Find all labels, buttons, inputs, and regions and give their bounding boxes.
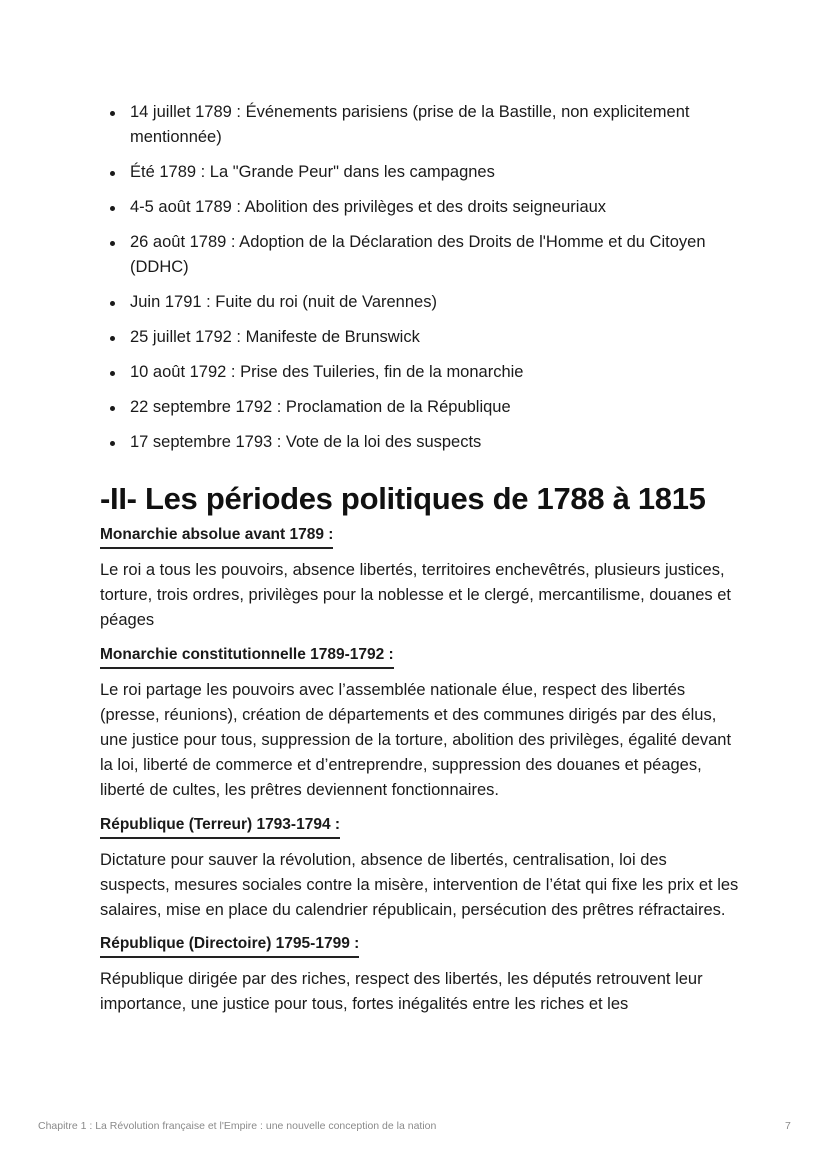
event-text: 17 septembre 1793 : Vote de la loi des suspects — [130, 433, 482, 451]
event-text: 14 juillet 1789 : Événements parisiens (prise de la Bastille, non explicitement mentionnée) — [130, 103, 690, 146]
period-heading: République (Terreur) 1793-1794 : — [100, 815, 340, 839]
period-republique-directoire — [100, 928, 740, 1017]
list-item — [100, 160, 740, 185]
list-item — [100, 100, 740, 150]
section-title: -II- Les périodes politiques de 1788 à 1815 — [100, 481, 706, 516]
footer-chapter-title: Chapitre 1 : La Révolution française et l'Empire : une nouvelle conception de la nation — [38, 1120, 437, 1132]
footer-page-number: 7 — [785, 1120, 791, 1132]
bullet-icon — [110, 371, 115, 376]
period-text: Le roi a tous les pouvoirs, absence libertés, territoires enchevêtrés, plusieurs justices, torture, trois ordres, privilèges pour la noblesse et le clergé, mercantilisme, douanes et péages — [100, 561, 731, 630]
event-text: 25 juillet 1792 : Manifeste de Brunswick — [130, 328, 420, 346]
period-monarchie-constitutionnelle — [100, 639, 740, 804]
period-heading: Monarchie constitutionnelle 1789-1792 : — [100, 645, 394, 669]
event-text: 4-5 août 1789 : Abolition des privilèges et des droits seigneuriaux — [130, 198, 607, 216]
bullet-icon — [110, 336, 115, 341]
bullet-icon — [110, 441, 115, 446]
list-item — [100, 195, 740, 220]
period-republique-terreur — [100, 809, 740, 924]
bullet-icon — [110, 301, 115, 306]
event-text: 10 août 1792 : Prise des Tuileries, fin de la monarchie — [130, 363, 524, 381]
event-text: Juin 1791 : Fuite du roi (nuit de Varennes) — [130, 293, 437, 311]
page-content — [100, 100, 740, 1023]
list-item — [100, 395, 740, 420]
bullet-icon — [110, 206, 115, 211]
event-text: Été 1789 : La "Grande Peur" dans les campagnes — [130, 163, 495, 181]
list-item — [100, 430, 740, 455]
list-item — [100, 230, 740, 280]
period-heading: République (Directoire) 1795-1799 : — [100, 934, 359, 958]
period-monarchie-absolue — [100, 519, 740, 634]
bullet-icon — [110, 241, 115, 246]
period-text: Le roi partage les pouvoirs avec l’assemblée nationale élue, respect des libertés (presse, réunions), création de départements et des communes dirigés par des élus, une justice pour tous, suppression de la torture, abolition des privilèges, égalité devant la loi, liberté de commerce et d’entreprendre, suppression des douanes et péages, liberté de cultes, les prêtres deviennent fonctionnaires. — [100, 680, 732, 800]
period-text: Dictature pour sauver la révolution, absence de libertés, centralisation, loi des suspects, mesures sociales contre la misère, intervention de l’état qui fixe les prix et les salaires, mise en place du calendrier républicain, persécution des prêtres réfractaires. — [100, 850, 739, 920]
bullet-icon — [110, 171, 115, 176]
event-text: 22 septembre 1792 : Proclamation de la République — [130, 398, 511, 416]
period-text: République dirigée par des riches, respect des libertés, les députés retrouvent leur importance, une justice pour tous, fortes inégalités entre les riches et les — [100, 970, 703, 1014]
bullet-icon — [110, 406, 115, 411]
list-item — [100, 290, 740, 315]
event-text: 26 août 1789 : Adoption de la Déclaration des Droits de l'Homme et du Citoyen (DDHC) — [130, 233, 706, 276]
bullet-icon — [110, 111, 115, 116]
list-item — [100, 325, 740, 350]
period-heading: Monarchie absolue avant 1789 : — [100, 525, 333, 549]
list-item — [100, 360, 740, 385]
event-list — [100, 100, 740, 455]
